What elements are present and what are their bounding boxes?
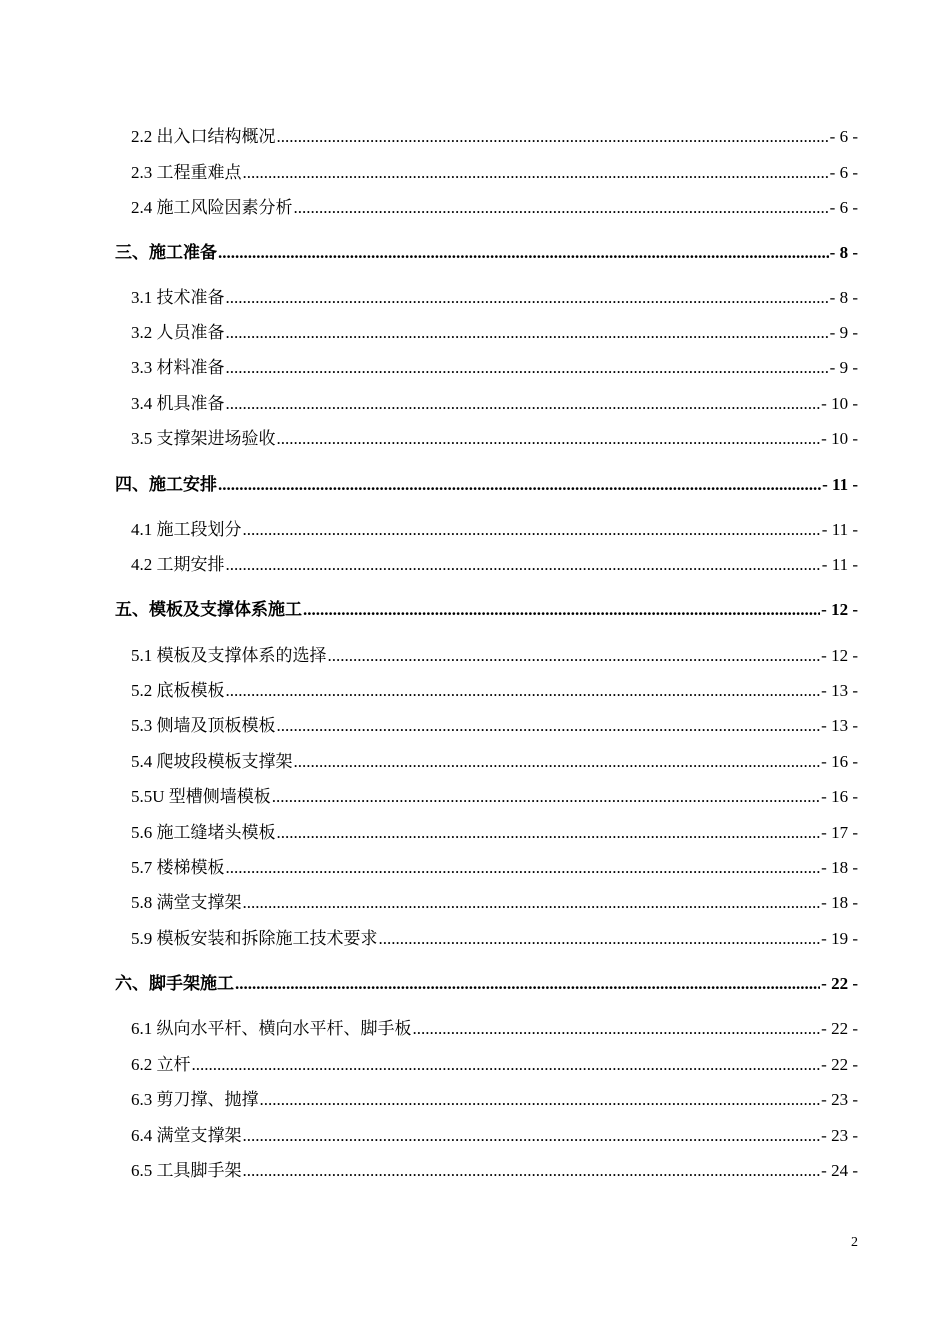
toc-leader-dots — [413, 1018, 821, 1040]
toc-entry-page: - 13 - — [821, 681, 858, 700]
toc-leader-dots — [243, 892, 821, 914]
toc-leader-dots — [243, 1160, 821, 1182]
toc-entry-page: - 10 - — [821, 394, 858, 413]
toc-entry-page: - 8 - — [829, 243, 858, 262]
toc-entry[interactable] — [131, 786, 858, 808]
toc-entry-label: 5.4 爬坡段模板支撑架 — [131, 752, 293, 771]
toc-leader-dots — [192, 1054, 821, 1076]
toc-entry-page: - 6 - — [829, 198, 858, 217]
toc-entry-page: - 8 - — [829, 288, 858, 307]
toc-entry[interactable] — [131, 928, 858, 950]
toc-entry-label: 3.2 人员准备 — [131, 323, 225, 342]
toc-entry-page: - 13 - — [821, 716, 858, 735]
toc-entry[interactable] — [131, 1089, 858, 1111]
toc-entry-page: - 10 - — [821, 429, 858, 448]
toc-entry-label: 四、施工安排 — [115, 475, 217, 494]
toc-entry-label: 三、施工准备 — [115, 243, 217, 262]
toc-leader-dots — [226, 554, 821, 576]
toc-leader-dots — [379, 928, 821, 950]
toc-entry-label: 5.5U 型槽侧墙模板 — [131, 787, 271, 806]
toc-entry-label: 5.2 底板模板 — [131, 681, 225, 700]
toc-entry[interactable] — [131, 322, 858, 344]
toc-entry[interactable] — [131, 822, 858, 844]
toc-entry-label: 六、脚手架施工 — [115, 974, 234, 993]
toc-leader-dots — [277, 715, 821, 737]
toc-entry-label: 3.1 技术准备 — [131, 288, 225, 307]
toc-entry-page: - 23 - — [821, 1126, 858, 1145]
toc-entry-page: - 11 - — [822, 475, 858, 494]
toc-entry-label: 5.7 楼梯模板 — [131, 858, 225, 877]
toc-leader-dots — [328, 645, 821, 667]
toc-entry-page: - 6 - — [829, 127, 858, 146]
toc-leader-dots — [277, 126, 829, 148]
toc-entry-page: - 22 - — [821, 1055, 858, 1074]
toc-entry-label: 4.2 工期安排 — [131, 555, 225, 574]
toc-section-entry[interactable] — [115, 474, 858, 496]
toc-entry-page: - 16 - — [821, 752, 858, 771]
toc-entry[interactable] — [131, 857, 858, 879]
toc-section-entry[interactable] — [115, 242, 858, 264]
toc-entry-label: 五、模板及支撑体系施工 — [115, 600, 302, 619]
toc-entry-page: - 16 - — [821, 787, 858, 806]
toc-entry-page: - 9 - — [829, 323, 858, 342]
toc-leader-dots — [218, 242, 829, 264]
toc-entry-page: - 11 - — [821, 520, 858, 539]
toc-leader-dots — [277, 428, 821, 450]
toc-entry-label: 5.9 模板安装和拆除施工技术要求 — [131, 929, 378, 948]
toc-entry-page: - 18 - — [821, 893, 858, 912]
toc-entry[interactable] — [131, 428, 858, 450]
toc-leader-dots — [226, 393, 821, 415]
toc-entry-page: - 6 - — [829, 163, 858, 182]
toc-entry-page: - 23 - — [821, 1090, 858, 1109]
toc-entry-page: - 24 - — [821, 1161, 858, 1180]
toc-entry[interactable] — [131, 126, 858, 148]
toc-entry-label: 2.3 工程重难点 — [131, 163, 242, 182]
toc-leader-dots — [272, 786, 820, 808]
toc-entry-page: - 11 - — [821, 555, 858, 574]
toc-entry[interactable] — [131, 1018, 858, 1040]
toc-entry-page: - 12 - — [821, 646, 858, 665]
toc-entry-label: 5.1 模板及支撑体系的选择 — [131, 646, 327, 665]
toc-entry[interactable] — [131, 751, 858, 773]
toc-entry-label: 3.3 材料准备 — [131, 358, 225, 377]
toc-entry-label: 6.2 立杆 — [131, 1055, 191, 1074]
toc-entry-page: - 12 - — [821, 600, 858, 619]
toc-entry-page: - 22 - — [821, 1019, 858, 1038]
toc-entry[interactable] — [131, 892, 858, 914]
toc-entry[interactable] — [131, 519, 858, 541]
toc-entry[interactable] — [131, 554, 858, 576]
toc-leader-dots — [235, 973, 820, 995]
toc-leader-dots — [277, 822, 821, 844]
toc-section-entry[interactable] — [115, 599, 858, 621]
toc-entry-label: 3.5 支撑架进场验收 — [131, 429, 276, 448]
toc-entry-label: 2.4 施工风险因素分析 — [131, 198, 293, 217]
toc-entry[interactable] — [131, 393, 858, 415]
toc-entry-label: 6.5 工具脚手架 — [131, 1161, 242, 1180]
toc-leader-dots — [243, 1125, 821, 1147]
toc-leader-dots — [260, 1089, 821, 1111]
toc-entry[interactable] — [131, 162, 858, 184]
toc-entry[interactable] — [131, 645, 858, 667]
toc-entry-label: 4.1 施工段划分 — [131, 520, 242, 539]
toc-section-entry[interactable] — [115, 973, 858, 995]
toc-entry-page: - 17 - — [821, 823, 858, 842]
toc-leader-dots — [226, 287, 829, 309]
toc-entry-page: - 9 - — [829, 358, 858, 377]
toc-leader-dots — [218, 474, 821, 496]
toc-entry-page: - 22 - — [821, 974, 858, 993]
toc-leader-dots — [294, 751, 821, 773]
toc-entry-label: 5.3 侧墙及顶板模板 — [131, 716, 276, 735]
toc-entry[interactable] — [131, 1160, 858, 1182]
toc-leader-dots — [226, 357, 829, 379]
toc-leader-dots — [243, 162, 829, 184]
toc-leader-dots — [226, 857, 821, 879]
toc-entry-label: 5.8 满堂支撑架 — [131, 893, 242, 912]
toc-entry-label: 5.6 施工缝堵头模板 — [131, 823, 276, 842]
toc-entry-label: 2.2 出入口结构概况 — [131, 127, 276, 146]
toc-entry[interactable] — [131, 287, 858, 309]
toc-entry[interactable] — [131, 197, 858, 219]
page-number: 2 — [851, 1235, 858, 1250]
toc-entry-label: 6.3 剪刀撑、抛撑 — [131, 1090, 259, 1109]
toc-entry[interactable] — [131, 715, 858, 737]
toc-leader-dots — [226, 680, 821, 702]
toc-leader-dots — [303, 599, 820, 621]
toc-leader-dots — [294, 197, 829, 219]
toc-entry-page: - 19 - — [821, 929, 858, 948]
toc-entry[interactable] — [131, 1125, 858, 1147]
toc-entry-label: 6.1 纵向水平杆、横向水平杆、脚手板 — [131, 1019, 412, 1038]
toc-entry[interactable] — [131, 357, 858, 379]
toc-leader-dots — [226, 322, 829, 344]
toc-entry-label: 3.4 机具准备 — [131, 394, 225, 413]
toc-entry[interactable] — [131, 1054, 858, 1076]
toc-entry-page: - 18 - — [821, 858, 858, 877]
toc-entry-label: 6.4 满堂支撑架 — [131, 1126, 242, 1145]
toc-entry[interactable] — [131, 680, 858, 702]
toc-leader-dots — [243, 519, 821, 541]
